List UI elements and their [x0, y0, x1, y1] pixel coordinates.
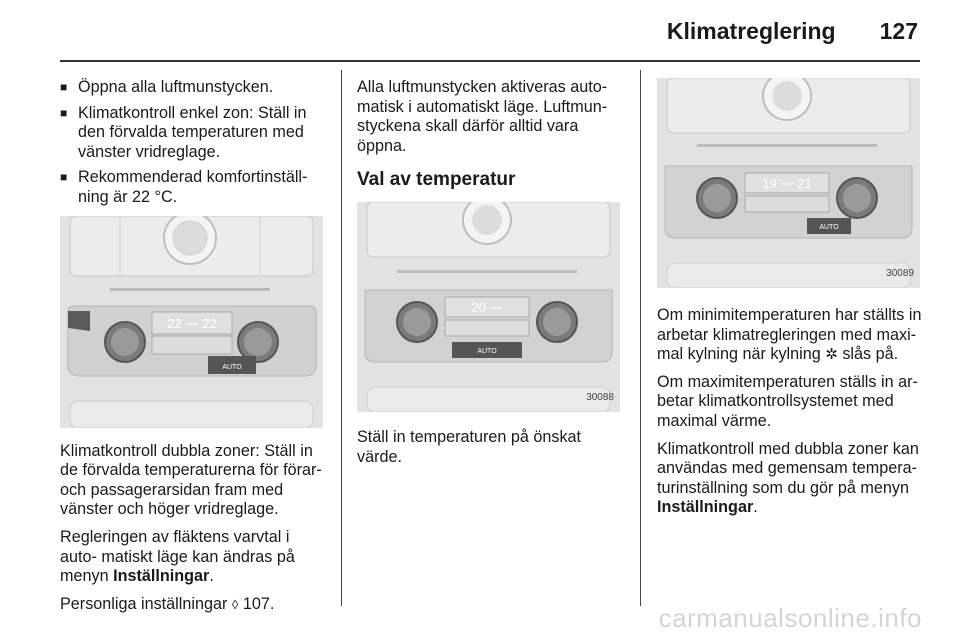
paragraph [657, 306, 923, 365]
bullet-item: ■ Klimatkontroll enkel zon: Ställ in den förvalda temperaturen med vänster vridreglage. [60, 104, 330, 163]
paragraph-text: Om minimitemperaturen har ställts in arbetar klimatregleringen med maxi- mal kylning när kylning [657, 306, 922, 364]
climate-panel-illustration [357, 202, 620, 412]
header-divider [60, 60, 920, 62]
figure-number: 30088 [586, 392, 614, 404]
page-reference: 107. [242, 594, 275, 613]
climate-panel-illustration [657, 78, 920, 288]
figure-display-text: 19 ⁓ 21 [762, 176, 812, 191]
header-title: Klimatreglering [666, 18, 836, 44]
figure-number: 30089 [886, 268, 914, 280]
column-2 [357, 78, 625, 475]
paragraph-text: Personliga inställningar [60, 594, 228, 613]
figure-climate-single-zone [357, 202, 620, 412]
paragraph-text: slås på. [842, 345, 899, 364]
paragraph-text: Regleringen av fläktens varvtal i auto- matiskt läge kan ändras på menyn [60, 527, 295, 586]
column-divider-1 [341, 70, 342, 606]
column-divider-2 [640, 70, 641, 606]
auto-button-label: AUTO [819, 224, 839, 231]
bullet-item: ■ Öppna alla luftmunstycken. [60, 78, 330, 98]
figure-climate-dual-zone [60, 216, 323, 428]
figure-display-text: 20 ⁓ [471, 299, 503, 315]
paragraph [60, 595, 330, 615]
paragraph: Alla luftmunstycken aktiveras auto- matisk i automatiskt läge. Luftmun- styckena skall därför alltid vara öppna. [357, 78, 608, 155]
paragraph: Om maximitemperaturen ställs in ar- betar klimatkontrollsystemet med maximal värme. [657, 372, 918, 430]
bullet-list [60, 78, 330, 208]
climate-panel-illustration [60, 216, 323, 428]
bullet-item: ■ Rekommenderad komfortinställ- ning är 22 °C. [60, 168, 330, 207]
menu-reference: Inställningar [657, 498, 754, 517]
watermark: carmanualsonline.info [658, 603, 922, 633]
paragraph: Klimatkontroll med dubbla zoner kan användas med gemensam tempera- turinställning som du gör på menyn Inställningar. [657, 439, 919, 517]
paragraph: Regleringen av fläktens varvtal i auto- matiskt läge kan ändras på menyn Inställningar. [60, 527, 295, 586]
snowflake-icon: ✲ [825, 346, 838, 364]
auto-button-label: AUTO [222, 363, 242, 371]
paragraph-text: Klimatkontroll med dubbla zoner kan användas med gemensam tempera- turinställning som du gör på menyn [657, 439, 919, 497]
column-3 [657, 78, 923, 526]
column-1 [60, 78, 330, 622]
paragraph: Klimatkontroll dubbla zoner: Ställ in de förvalda temperaturerna för förar- och passagerarsidan fram med vänster och höger vridreglage. [60, 441, 322, 519]
page-number: 127 [879, 18, 918, 44]
auto-button-label: AUTO [477, 347, 497, 355]
figure-display-text: 22 ⁓ 22 [167, 315, 217, 331]
page-reference-arrow-icon: ◊ [231, 596, 239, 612]
paragraph: Ställ in temperaturen på önskat värde. [357, 427, 582, 466]
menu-reference: Inställningar [113, 567, 210, 586]
figure-climate-dual-zone-2 [657, 78, 920, 288]
section-heading: Val av temperatur [357, 169, 516, 191]
page-header [667, 18, 918, 45]
